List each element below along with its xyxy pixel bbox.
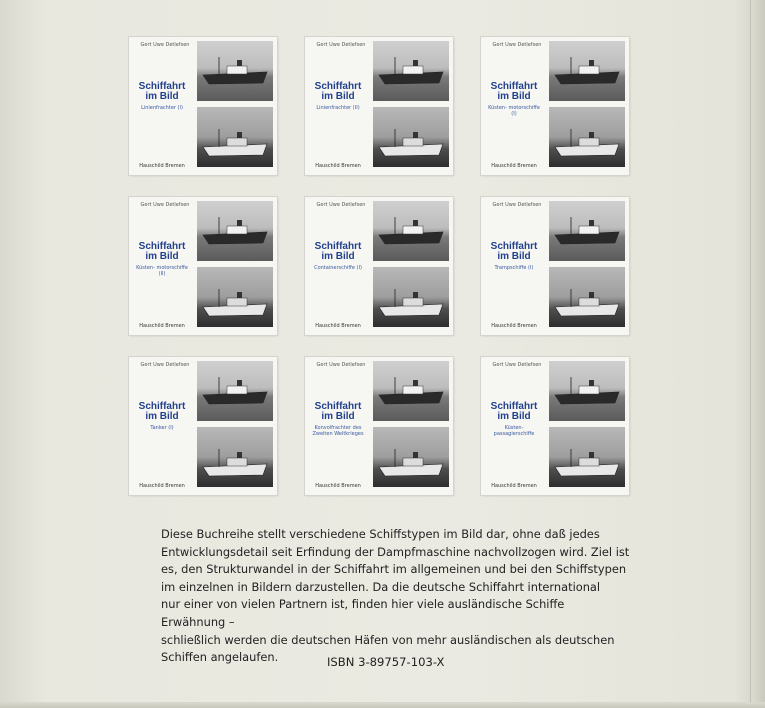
- ship-icon: [197, 201, 273, 261]
- book-author: Gert Uwe Detlefsen: [140, 362, 190, 368]
- book-subtitle: Containerschiffe (I): [314, 265, 362, 271]
- ship-photo: [373, 201, 449, 261]
- isbn: ISBN 3-89757-103-X: [327, 655, 445, 669]
- ship-icon: [373, 201, 449, 261]
- book-author: Gert Uwe Detlefsen: [316, 202, 366, 208]
- ship-photo: [373, 107, 449, 167]
- ship-icon: [373, 427, 449, 487]
- ship-photo: [197, 267, 273, 327]
- ship-icon: [197, 427, 273, 487]
- book-author: Gert Uwe Detlefsen: [140, 42, 190, 48]
- book-cover: [129, 37, 277, 175]
- book-title-line: Schiffahrt: [490, 241, 538, 252]
- ship-photo: [197, 41, 273, 101]
- book-title-line: im Bild: [497, 91, 531, 102]
- ship-icon: [549, 201, 625, 261]
- book-title-line: Schiffahrt: [490, 81, 538, 92]
- book-title-line: im Bild: [497, 251, 531, 262]
- book-publisher: Hauschild Bremen: [139, 483, 185, 489]
- ship-photo: [373, 267, 449, 327]
- ship-icon: [373, 107, 449, 167]
- book-title-line: im Bild: [145, 411, 179, 422]
- book-subtitle: Küsten- passagierschiffe: [493, 425, 535, 437]
- description-line: Diese Buchreihe stellt verschiedene Schiffstypen im Bild dar, ohne daß jedes: [161, 527, 600, 541]
- book-publisher: Hauschild Bremen: [139, 163, 185, 169]
- book-title-line: Schiffahrt: [138, 241, 186, 252]
- ship-icon: [197, 41, 273, 101]
- book-author: Gert Uwe Detlefsen: [140, 202, 190, 208]
- book-publisher: Hauschild Bremen: [491, 163, 537, 169]
- book-bottom-edge: [0, 702, 765, 708]
- ship-icon: [373, 267, 449, 327]
- book-author: Gert Uwe Detlefsen: [492, 42, 542, 48]
- ship-photo: [373, 361, 449, 421]
- book-publisher: Hauschild Bremen: [491, 323, 537, 329]
- book-title: [133, 82, 191, 102]
- book-title: [309, 242, 367, 262]
- book-publisher: Hauschild Bremen: [315, 483, 361, 489]
- ship-icon: [197, 361, 273, 421]
- ship-photo: [197, 361, 273, 421]
- book-title-line: im Bild: [321, 411, 355, 422]
- ship-icon: [373, 41, 449, 101]
- book-title-line: im Bild: [145, 91, 179, 102]
- book-cover: [129, 197, 277, 335]
- ship-photo: [197, 427, 273, 487]
- ship-photo: [549, 427, 625, 487]
- ship-icon: [373, 361, 449, 421]
- ship-photo: [549, 201, 625, 261]
- book-publisher: Hauschild Bremen: [315, 323, 361, 329]
- book-subtitle: Trampschiffe (I): [494, 265, 534, 271]
- ship-photo: [373, 427, 449, 487]
- ship-icon: [549, 107, 625, 167]
- book-title-line: Schiffahrt: [314, 241, 362, 252]
- book-subtitle: Linienfrachter (I): [141, 105, 183, 111]
- description-line: es, den Strukturwandel in der Schiffahrt im allgemeinen und bei den Schiffstypen: [161, 562, 627, 577]
- ship-icon: [549, 361, 625, 421]
- ship-photo: [197, 107, 273, 167]
- book-title-line: Schiffahrt: [490, 401, 538, 412]
- book-spine-edge: [750, 0, 765, 708]
- book-title: [133, 402, 191, 422]
- book-cover: [481, 357, 629, 495]
- ship-icon: [549, 41, 625, 101]
- ship-photo: [197, 201, 273, 261]
- book-subtitle: Konvoifrachter des Zweiten Weltkrieges: [312, 425, 364, 437]
- book-title: [133, 242, 191, 262]
- book-author: Gert Uwe Detlefsen: [316, 42, 366, 48]
- book-title-line: im Bild: [321, 251, 355, 262]
- book-cover: [305, 357, 453, 495]
- book-cover: [305, 197, 453, 335]
- description-line: Entwicklungsdetail seit Erfindung der Dampfmaschine nachvollzogen wird. Ziel ist: [161, 544, 630, 559]
- book-author: Gert Uwe Detlefsen: [492, 202, 542, 208]
- ship-photo: [549, 267, 625, 327]
- book-title-line: im Bild: [145, 251, 179, 262]
- ship-photo: [373, 41, 449, 101]
- ship-icon: [197, 107, 273, 167]
- book-title: [485, 402, 543, 422]
- book-cover: [481, 37, 629, 175]
- book-cover: [129, 357, 277, 495]
- ship-icon: [197, 267, 273, 327]
- book-publisher: Hauschild Bremen: [139, 323, 185, 329]
- book-title: [485, 82, 543, 102]
- book-cover: [481, 197, 629, 335]
- book-cover: [305, 37, 453, 175]
- book-title-line: Schiffahrt: [314, 401, 362, 412]
- ship-photo: [549, 107, 625, 167]
- description-line: Schiffen angelaufen.: [161, 650, 279, 665]
- book-author: Gert Uwe Detlefsen: [316, 362, 366, 368]
- ship-icon: [549, 427, 625, 487]
- book-publisher: Hauschild Bremen: [315, 163, 361, 169]
- book-title-line: Schiffahrt: [138, 401, 186, 412]
- description-line: nur einer von vielen Partnern ist, finden hier viele ausländische Schiffe Erwähnung –: [161, 597, 565, 629]
- ship-photo: [549, 361, 625, 421]
- book-title-line: im Bild: [321, 91, 355, 102]
- book-title-line: Schiffahrt: [314, 81, 362, 92]
- ship-icon: [549, 267, 625, 327]
- book-subtitle: Küsten- motorschiffe (I): [488, 105, 540, 117]
- book-title-line: im Bild: [497, 411, 531, 422]
- book-title: [485, 242, 543, 262]
- description-line: im einzelnen in Bildern darzustellen. Da die deutsche Schiffahrt international: [161, 579, 601, 594]
- book-publisher: Hauschild Bremen: [491, 483, 537, 489]
- description-line: schließlich werden die deutschen Häfen von mehr ausländischen als deutschen: [161, 632, 615, 647]
- ship-photo: [549, 41, 625, 101]
- book-title: [309, 82, 367, 102]
- book-author: Gert Uwe Detlefsen: [492, 362, 542, 368]
- book-title-line: Schiffahrt: [138, 81, 186, 92]
- book-subtitle: Küsten- motorschiffe (II): [136, 265, 188, 277]
- book-subtitle: Linienfrachter (II): [316, 105, 360, 111]
- series-description: [161, 526, 631, 667]
- book-subtitle: Tanker (I): [150, 425, 174, 431]
- book-title: [309, 402, 367, 422]
